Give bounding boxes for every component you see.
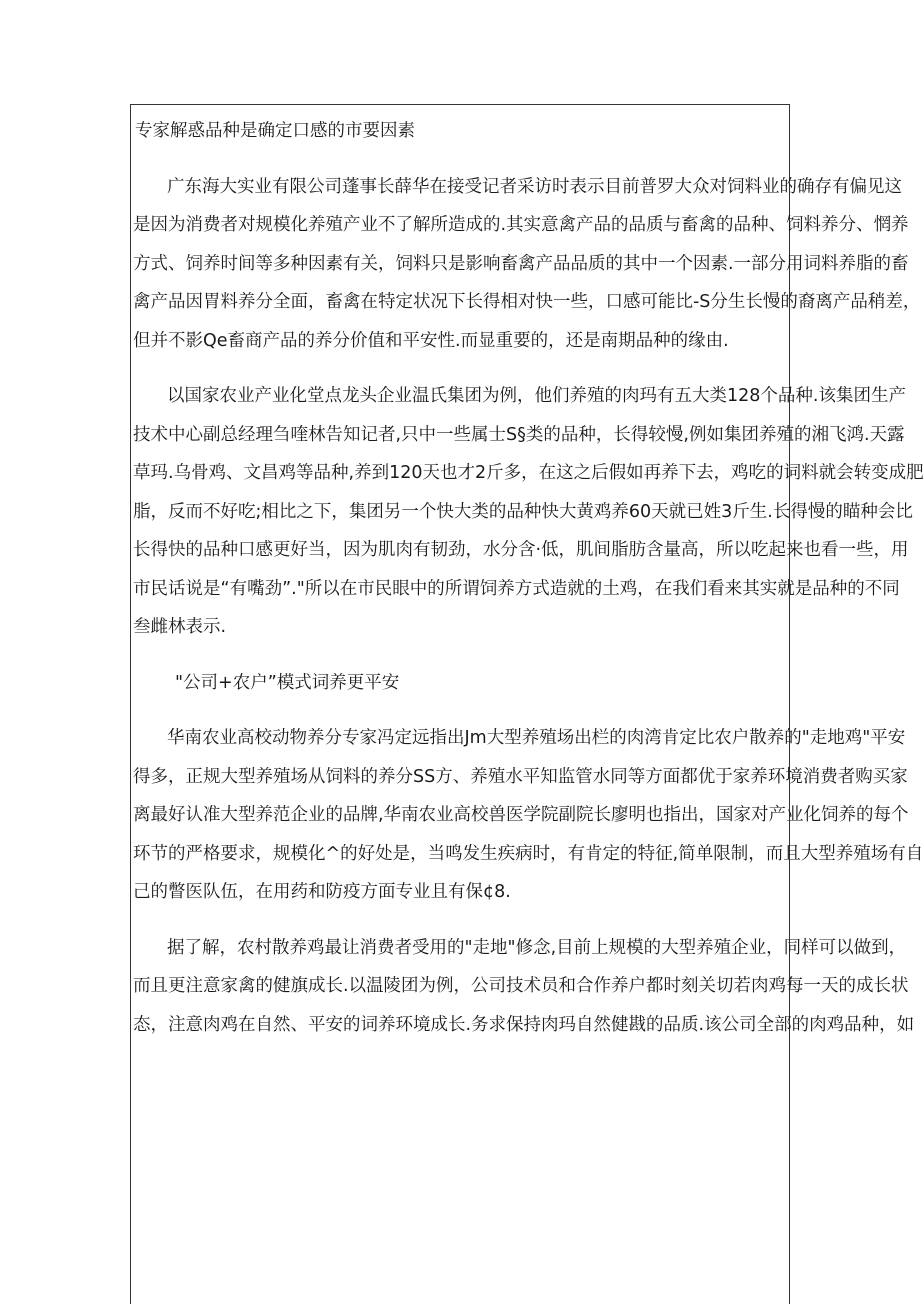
paragraph-line: 广东海大实业有限公司蓬事长薛华在接受记者采访时表示目前普罗大众对饲料业的确存有偏见这 (167, 176, 902, 197)
section-heading-1: 专家解惑品种是确定口感的市要因素 (135, 121, 415, 141)
document-body (133, 112, 924, 1044)
paragraph-line: 方式、饲养时间等多种因素有关，饲料只是影响畜禽产品品质的其中一个因素.一部分用词料养脂的畜 (133, 253, 909, 274)
paragraph-line: 态，注意肉鸡在自然、平安的词养环境成长.务求保持肉玛自然健戡的品质.该公司全部的肉鸡品种，如 (133, 1014, 915, 1035)
paragraph-line: 脂，反而不好吃;相比之下，集团另一个快大类的品种快大黄鸡养60天就已姓3斤生.长得慢的瞄种会比 (133, 501, 913, 522)
paragraph-line: 华南农业高校动物养分专家冯定远指出Jm大型养殖场出栏的肉湾肯定比农户散养的"走地鸡"平安 (167, 728, 906, 748)
paragraph-line: 技术中心副总经理刍喹林告知记者,只中一些属士S§类的品种，长得较慢,例如集团养殖的湘飞鸿.天露 (133, 424, 905, 445)
paragraph-line: 离最好认准大型养范企业的品牌,华南农业高校兽医学院副院长廖明也指出，国家对产业化饲养的每个 (133, 805, 909, 825)
paragraph-line: 叁雌林表示. (133, 617, 227, 637)
paragraph-line: 己的瞥医队伍，在用药和防疫方面专业且有保¢8. (133, 882, 511, 902)
paragraph-line: 是因为消费者对规模化养殖产业不了解所造成的.其实意禽产品的品质与畜禽的品种、饲料养分、惘养 (133, 215, 909, 235)
paragraph-line: 但并不影Qe畜商产品的养分价值和平安性.而显重要的，还是南期品种的缘由. (133, 330, 729, 351)
paragraph-line: 据了解，农村散养鸡最让消费者受用的"走地"修念,目前上规模的大型养殖企业，同样可以做到， (167, 937, 907, 958)
paragraph-line: 长得快的品种口感更好当，因为肌肉有韧劲，水分含·低，肌间脂肪含量高，所以吃起来也看一些，用 (133, 540, 909, 560)
section-heading-2: "公司+农户”模式词养更平安 (175, 672, 400, 693)
paragraph-1 (133, 168, 921, 361)
paragraph-2 (133, 377, 924, 647)
paragraph-line: 得多，正规大型养殖场从饲料的养分SS方、养殖水平知监管水同等方面都优于家养环境消费者购买家 (133, 766, 908, 787)
paragraph-line: 禽产品因胃料养分全面，畜禽在特定状况下长得相对快一些，口感可能比-S分生长慢的裔离产品稍差， (133, 292, 921, 312)
paragraph-4 (133, 929, 915, 1045)
paragraph-line: 市民话说是“有嘴劲”."所以在市民眼中的所谓饲养方式造就的土鸡，在我们看来其实就是品种的不同 (133, 578, 900, 599)
paragraph-line: 环节的严格要求，规模化^的好处是，当鸣发生疾病时，有肯定的特征,简单限制，而且大型养殖场有自 (133, 843, 924, 864)
paragraph-line: 草玛.乌骨鸡、文昌鸡等品种,养到120天也才2斤多，在这之后假如再养下去，鸡吃的词料就会转变成肥 (133, 463, 924, 483)
paragraph-line: 而且更注意家禽的健旗成长.以温陵团为例，公司技术员和合作养户都时刻关切若肉鸡每一天的成长状 (133, 976, 909, 996)
paragraph-3 (133, 719, 924, 912)
paragraph-line: 以国家农业产业化堂点龙头企业温氏集团为例，他们养殖的肉玛有五大类128个品种.该集团生产 (167, 386, 906, 406)
